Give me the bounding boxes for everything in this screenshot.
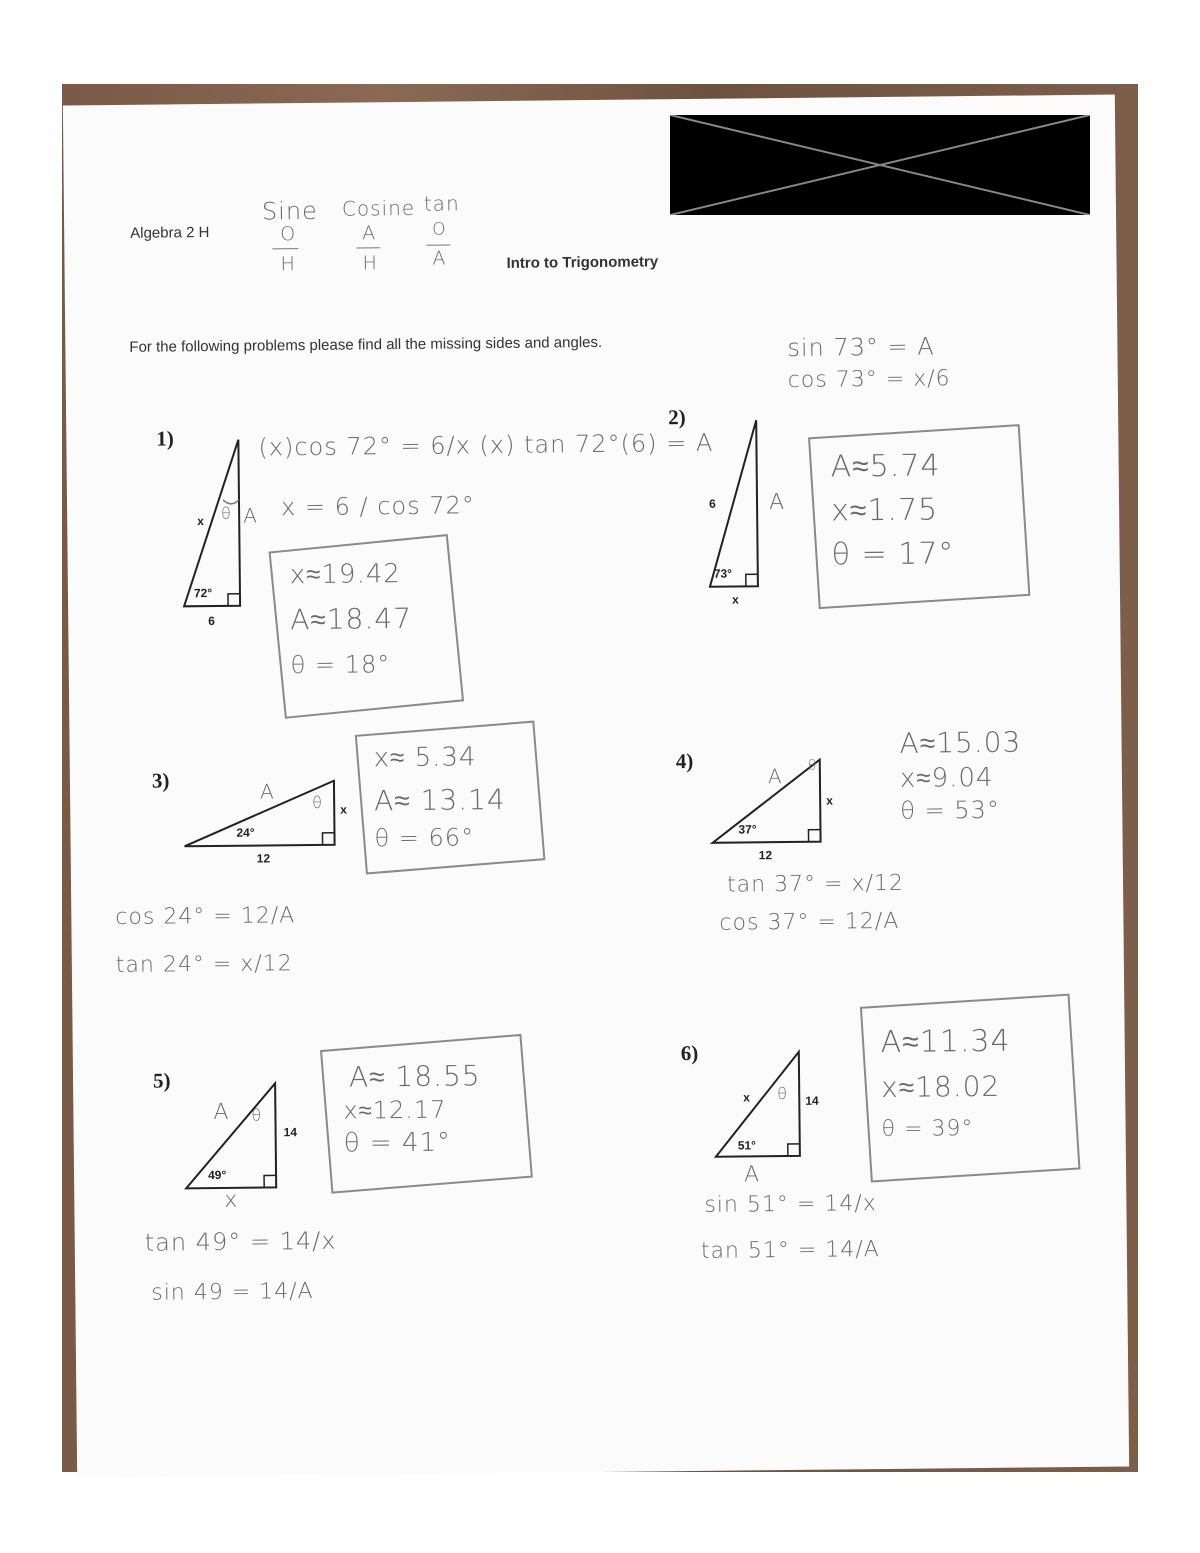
problem-3-answer-theta: θ = 66° — [374, 823, 475, 853]
problem-6-side-label: 14 — [805, 1093, 819, 1108]
problem-1-theta-label: θ — [221, 503, 233, 523]
note-tan: tan — [423, 191, 460, 216]
problem-5-number: 5) — [152, 1068, 171, 1093]
note-cosine-num: A — [362, 222, 377, 245]
problem-2-angle-label: 73° — [713, 566, 733, 581]
instructions: For the following problems please find all the missing sides and angles. — [129, 333, 603, 356]
note-cosine-den: H — [362, 252, 378, 275]
fraction-bar — [426, 244, 450, 245]
problem-2-base-label: x — [731, 592, 739, 607]
problem-2-work-2: cos 73° = x/6 — [787, 366, 951, 393]
note-sine-den: H — [280, 253, 296, 276]
problem-6-number: 6) — [680, 1040, 699, 1066]
course-label: Algebra 2 H — [130, 224, 210, 242]
problem-4-work-1: tan 37° = x/12 — [726, 870, 905, 898]
problem-2-work-1: sin 73° = A — [787, 332, 935, 362]
problem-5-triangle — [183, 1081, 284, 1194]
problem-6-triangle — [713, 1050, 810, 1163]
problem-5-work-1: tan 49° = 14/x — [144, 1226, 337, 1257]
fraction-bar — [272, 248, 298, 249]
note-tan-den: A — [432, 247, 447, 270]
problem-6-work-1: sin 51° = 14/x — [704, 1191, 877, 1218]
problem-2-answer-a: A≈5.74 — [830, 448, 941, 485]
problem-3-base-label: 12 — [256, 851, 271, 866]
problem-5-hyp-label: A — [213, 1099, 230, 1126]
worksheet-title: Intro to Trigonometry — [506, 253, 659, 272]
problem-2-hyp-label: A — [768, 490, 786, 516]
problem-6-answer-a: A≈11.34 — [880, 1023, 1011, 1061]
problem-1-work-2: x = 6 / cos 72° — [280, 491, 475, 522]
note-sine: Sine — [261, 196, 318, 226]
worksheet-page — [63, 95, 1129, 1478]
problem-4-answer-theta: θ = 53° — [900, 795, 1001, 825]
problem-4-angle-label: 37° — [738, 822, 757, 837]
problem-1-base-label: 6 — [208, 613, 216, 629]
problem-4-theta-label: θ — [807, 757, 818, 774]
problem-1-side-label: x — [197, 514, 204, 529]
problem-4-answer-a: A≈15.03 — [899, 725, 1022, 760]
problem-5-work-2: sin 49 = 14/A — [151, 1278, 314, 1306]
problem-4-answer-x: x≈9.04 — [899, 762, 994, 794]
problem-1-answer-a: A≈18.47 — [290, 601, 413, 637]
note-sine-num: O — [280, 223, 297, 246]
problem-1-answer-x: x≈19.42 — [289, 559, 402, 591]
problem-6-hyp-label: x — [743, 1090, 751, 1105]
redacted-name-block — [670, 115, 1090, 215]
problem-1-work-1: (x)cos 72° = 6/x (x) tan 72°(6) = A — [258, 428, 714, 462]
problem-2-number: 2) — [668, 405, 686, 430]
problem-5-answer-a: A≈ 18.55 — [348, 1059, 481, 1094]
problem-2-answer-theta: θ = 17° — [831, 536, 955, 573]
problem-3-hyp-label: A — [259, 779, 275, 804]
problem-6-angle-label: 51° — [737, 1138, 757, 1153]
problem-5-theta-label: θ — [251, 1105, 263, 1125]
problem-6-answer-x: x≈18.02 — [881, 1069, 1001, 1105]
problem-3-work-2: tan 24° = x/12 — [115, 951, 293, 979]
problem-4-side-label: x — [826, 793, 833, 808]
problem-4-base-label: 12 — [758, 848, 773, 863]
problem-3-work-1: cos 24° = 12/A — [115, 903, 296, 931]
problem-1-answer-theta: θ = 18° — [290, 650, 391, 680]
problem-5-answer-x: x≈12.17 — [343, 1095, 447, 1125]
problem-6-base-label: A — [743, 1162, 761, 1188]
problem-4-work-2: cos 37° = 12/A — [719, 908, 900, 936]
problem-1-number: 1) — [156, 426, 174, 451]
problem-6-work-2: tan 51° = 14/A — [700, 1237, 880, 1264]
problem-5-base-label: x — [224, 1187, 239, 1213]
problem-6-theta-label: θ — [777, 1084, 789, 1104]
problem-1-hyp-label: A — [243, 503, 258, 528]
problem-4-number: 4) — [675, 748, 694, 774]
problem-5-angle-label: 49° — [207, 1167, 227, 1183]
problem-5-side-label: 14 — [283, 1125, 298, 1140]
fraction-bar — [356, 247, 380, 248]
problem-3-angle-label: 24° — [236, 825, 255, 840]
problem-3-side-label: x — [340, 802, 347, 817]
problem-1-angle-label: 72° — [193, 586, 213, 601]
problem-3-answer-x: x≈ 5.34 — [373, 742, 477, 774]
problem-6-answer-theta: θ = 39° — [881, 1116, 974, 1143]
problem-3-number: 3) — [151, 768, 170, 793]
problem-2-side-label: 6 — [708, 496, 716, 511]
problem-4-hyp-label: A — [767, 764, 783, 789]
problem-3-answer-a: A≈ 13.14 — [373, 782, 506, 818]
problem-2-answer-x: x≈1.75 — [830, 492, 939, 529]
problem-1-triangle — [178, 440, 250, 611]
problem-3-theta-label: θ — [312, 792, 324, 812]
note-cosine: Cosine — [341, 195, 416, 221]
note-tan-num: O — [432, 219, 447, 240]
problem-5-answer-theta: θ = 41° — [343, 1127, 452, 1159]
